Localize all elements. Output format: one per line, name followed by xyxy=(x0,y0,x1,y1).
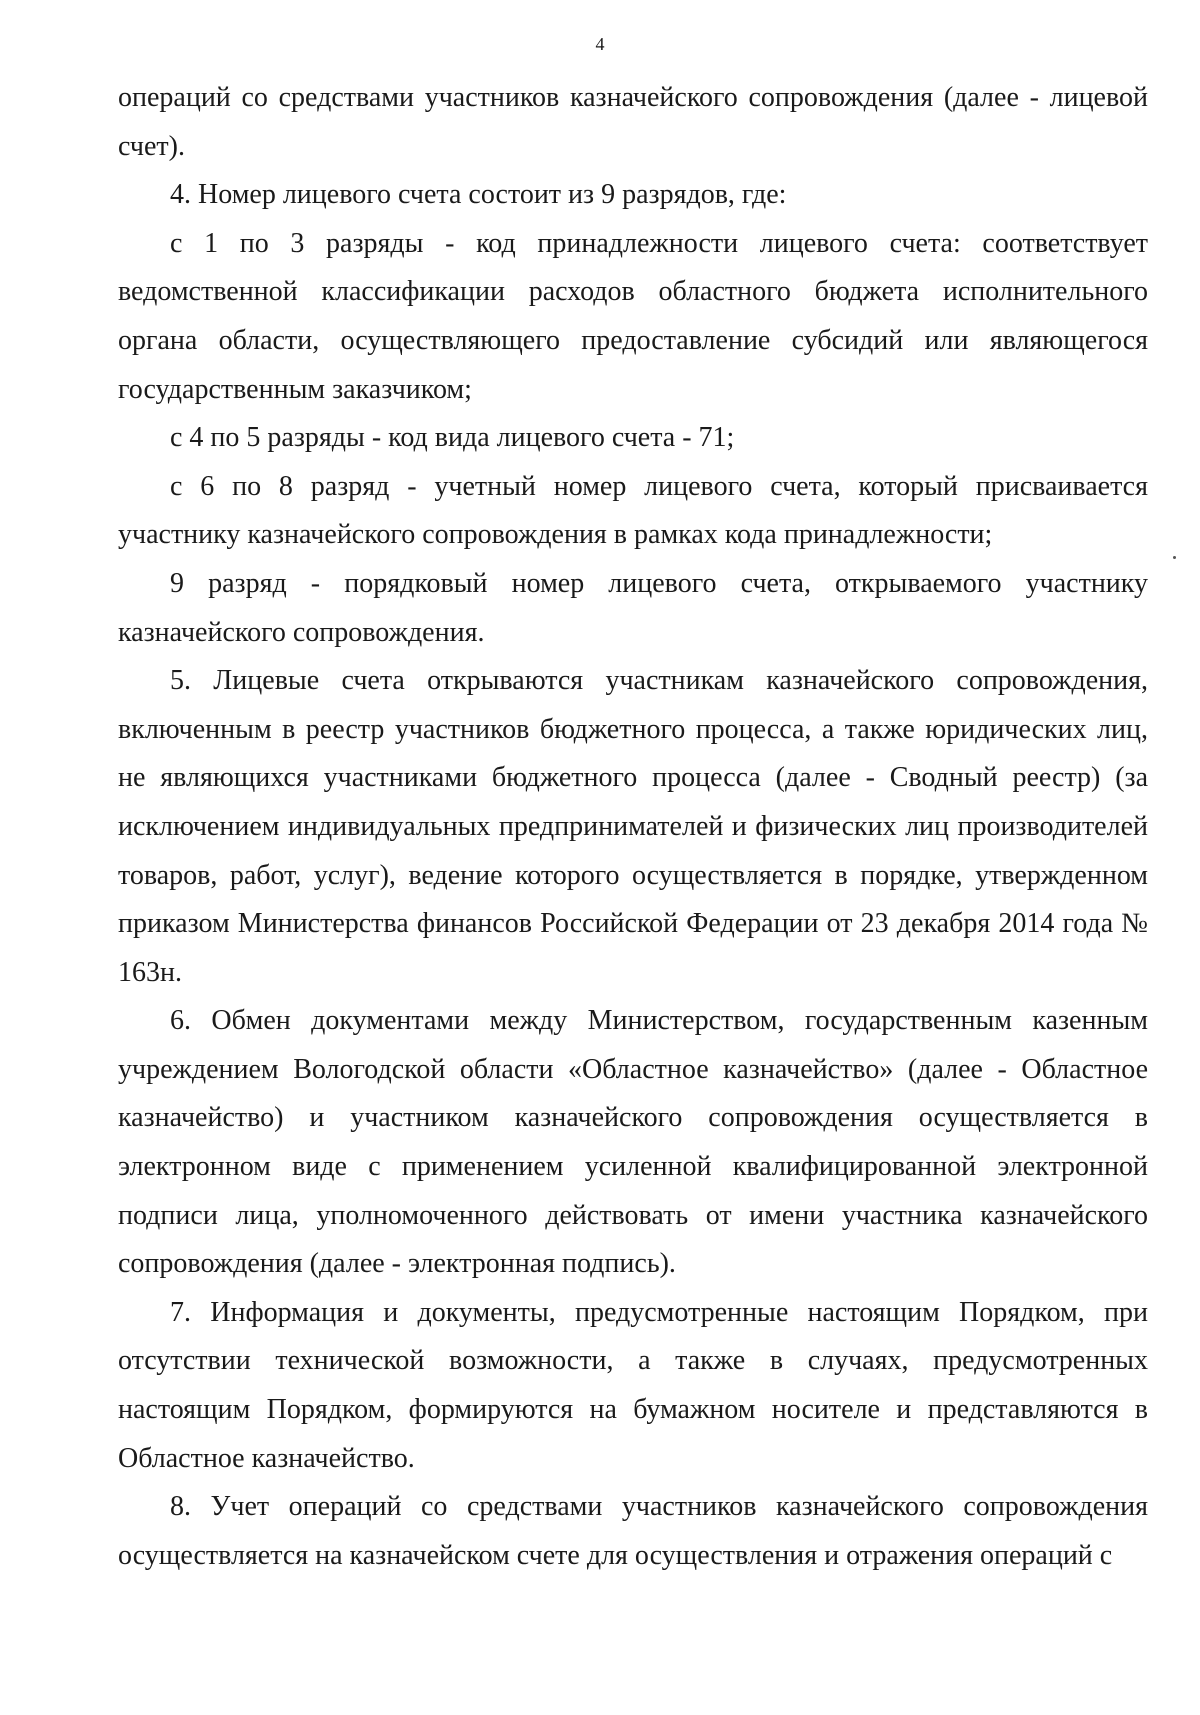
paragraph-digits-4-5: с 4 по 5 разряды - код вида лицевого счета - 71; xyxy=(170,422,735,454)
paragraph-item-8: 8. Учет операций со средствами участников казначейского сопровождения осуществляется на казначейском счете для осуществления и отражения операций с xyxy=(118,1491,1148,1571)
paragraph-item-5: 5. Лицевые счета открываются участникам казначейского сопровождения, включенным в реестр участников бюджетного процесса, а также юридических лиц, не являющихся участниками бюджетного процесса (далее - Сводный реестр) (за исключением индивидуальных предпринимателей и физических лиц производителей товаров, работ, услуг), ведение которого осуществляется в порядке, утвержденном приказом Министерства финансов Российской Федерации от 23 декабря 2014 года № 163н. xyxy=(118,665,1148,988)
paragraph-digits-1-3: с 1 по 3 разряды - код принадлежности лицевого счета: соответствует ведомственной классификации расходов областного бюджета исполнительного органа области, осуществляющего предоставление субсидий или являющегося государственным заказчиком; xyxy=(118,227,1148,405)
paragraph-item-7: 7. Информация и документы, предусмотренные настоящим Порядком, при отсутствии технической возможности, а также в случаях, предусмотренных настоящим Порядком, формируются на бумажном носителе и представляются в Областное казначейство. xyxy=(118,1296,1148,1474)
document-body xyxy=(118,74,1148,1580)
paragraph-item-6: 6. Обмен документами между Министерством, государственным казенным учреждением Вологодской области «Областное казначейство» (далее - Областное казначейство) и участником казначейского сопровождения осуществляется в электронном виде с применением усиленной квалифицированной электронной подписи лица, уполномоченного действовать от имени участника казначейского сопровождения (далее - электронная подпись). xyxy=(118,1005,1148,1280)
paragraph-digit-9: 9 разряд - порядковый номер лицевого счета, открываемого участнику казначейского сопровождения. xyxy=(118,567,1148,648)
paragraph-item-4: 4. Номер лицевого счета состоит из 9 разрядов, где: xyxy=(170,179,787,211)
paragraph-digits-6-8: с 6 по 8 разряд - учетный номер лицевого счета, который присваивается участнику казначейского сопровождения в рамках кода принадлежности; xyxy=(118,470,1148,551)
scan-speck xyxy=(1173,556,1176,559)
page-number: 4 xyxy=(595,34,605,54)
paragraph-continuation: операций со средствами участников казначейского сопровождения (далее - лицевой счет). xyxy=(118,82,1148,162)
